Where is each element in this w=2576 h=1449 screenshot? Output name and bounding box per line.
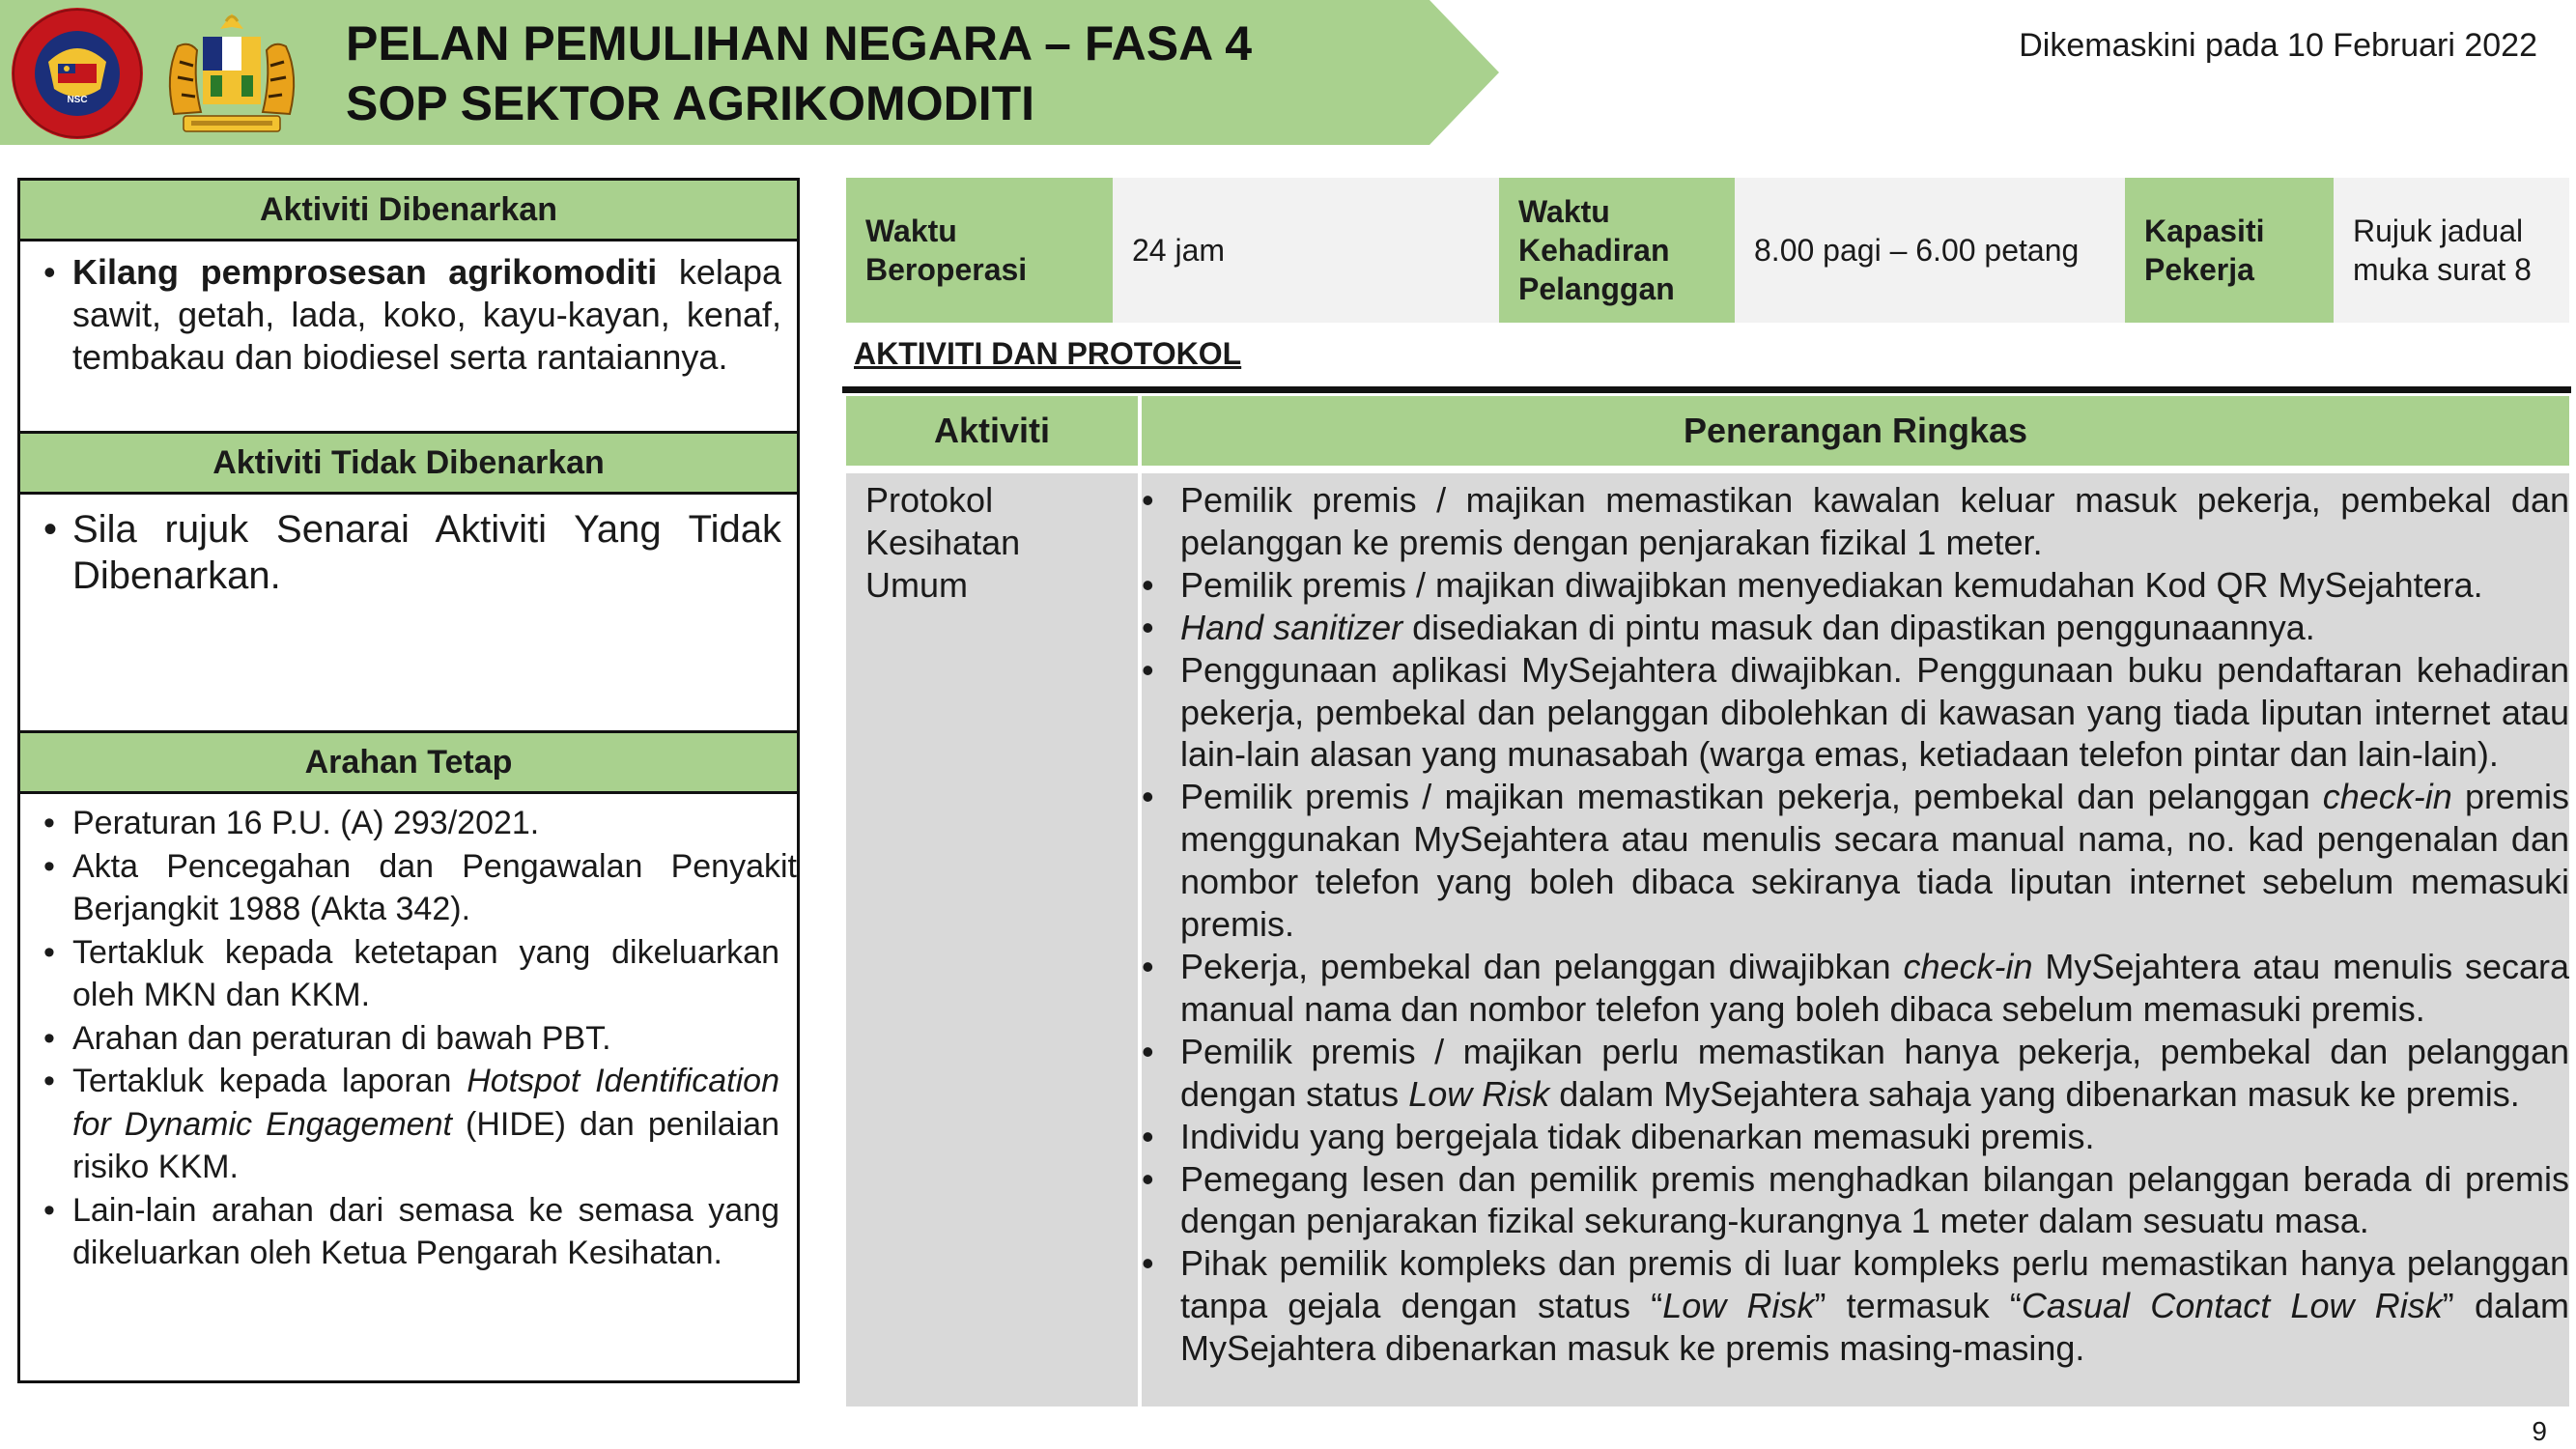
protocol-italic: Low Risk xyxy=(1662,1286,1815,1326)
updated-date: Dikemaskini pada 10 Februari 2022 xyxy=(2019,27,2537,64)
customer-hours-label: Waktu Kehadiran Pelanggan xyxy=(1499,178,1735,323)
table-header-activity: Aktiviti xyxy=(846,396,1138,466)
protocol-item: • Penggunaan aplikasi MySejahtera diwajibkan. Penggunaan buku pendaftaran kehadiran pekerja, pembekal dan pelanggan dibolehkan di kawasan yang tiada liputan internet atau lain-lain alasan yang munasabah (warga emas, ketiadaan telefon pintar dan lain-lain). xyxy=(1142,649,2569,777)
protocol-text: Pihak pemilik kompleks dan premis di luar kompleks perlu memastikan hanya pelanggan tanpa gejala dengan status “ xyxy=(1180,1243,2569,1326)
protocol-item: • Pemilik premis / majikan memastikan kawalan keluar masuk pekerja, pembekal dan pelanggan ke premis dengan penjarakan fizikal 1 meter. xyxy=(1142,479,2569,564)
protocol-text: ” termasuk “ xyxy=(1814,1286,2022,1326)
page-title: PELAN PEMULIHAN NEGARA – FASA 4 xyxy=(346,16,1253,71)
protocol-italic: Hand sanitizer xyxy=(1180,607,1403,647)
allowed-activity-bold: Kilang pemprosesan agrikomoditi xyxy=(72,252,658,292)
worker-capacity-label: Kapasiti Pekerja xyxy=(2125,178,2334,323)
svg-text:NSC: NSC xyxy=(67,95,88,105)
directive-item: • Arahan dan peraturan di bawah PBT. xyxy=(43,1017,779,1061)
protocol-text: premis menggunakan MySejahtera atau menulis secara manual nama, no. kad pengenalan dan nombor telefon yang boleh dibaca sekiranya tiada liputan internet sebelum memasuki premis. xyxy=(1180,777,2569,945)
directive-italic: Hotspot Identification for Dynamic Engagement xyxy=(72,1063,780,1143)
protocol-item xyxy=(1142,946,2569,1031)
allowed-activity-text: kelapa sawit, getah, lada, koko, kayu-kayan, kenaf, tembakau dan biodiesel serta rantaiannya. xyxy=(72,252,781,377)
protocol-text: disediakan di pintu masuk dan dipastikan penggunaannya. xyxy=(1402,607,2315,647)
protocol-text: dalam MySejahtera sahaja yang dibenarkan masuk ke premis. xyxy=(1549,1073,2520,1114)
protocol-text: ” dalam MySejahtera dibenarkan masuk ke premis masing-masing. xyxy=(1180,1286,2570,1369)
section-title: AKTIVITI DAN PROTOKOL xyxy=(854,336,1242,371)
nsc-logo xyxy=(4,6,151,141)
allowed-activities-box xyxy=(17,178,800,431)
allowed-activity-item xyxy=(43,251,781,379)
directive-item: • Lain-lain arahan dari semasa ke semasa yang dikeluarkan oleh Ketua Pengarah Kesihatan. xyxy=(43,1189,779,1275)
protocol-italic: Casual Contact Low Risk xyxy=(2021,1286,2443,1326)
protocol-italic: check-in xyxy=(2322,777,2452,817)
protocol-text: MySejahtera atau menulis secara manual nama dan nombor telefon yang boleh dibaca sebelum memasuki premis. xyxy=(1180,946,2569,1029)
directive-text: (HIDE) dan penilaian risiko KKM. xyxy=(72,1105,779,1185)
protocol-text: Pemilik premis / majikan memastikan pekerja, pembekal dan pelanggan xyxy=(1180,777,2323,817)
directive-text: Tertakluk kepada laporan xyxy=(72,1063,467,1099)
directive-item: • Akta Pencegahan dan Pengawalan Penyakit Berjangkit 1988 (Akta 342). xyxy=(43,845,797,931)
directive-item xyxy=(43,1060,779,1189)
protocol-item: • Individu yang bergejala tidak dibenarkan memasuki premis. xyxy=(1142,1116,2569,1158)
directive-item: • Peraturan 16 P.U. (A) 293/2021. xyxy=(43,802,779,845)
table-cell-description xyxy=(1142,473,2569,1406)
operating-hours-value: 24 jam xyxy=(1113,178,1499,323)
page-subtitle: SOP SEKTOR AGRIKOMODITI xyxy=(346,76,1035,130)
protocol-item xyxy=(1142,1031,2569,1116)
protocol-item: • Pemilik premis / majikan diwajibkan menyediakan kemudahan Kod QR MySejahtera. xyxy=(1142,564,2569,607)
not-allowed-activity-item: • Sila rujuk Senarai Aktiviti Yang Tidak Dibenarkan. xyxy=(43,506,781,599)
standing-directives-heading: Arahan Tetap xyxy=(20,733,797,794)
directive-item: • Tertakluk kepada ketetapan yang dikeluarkan oleh MKN dan KKM. xyxy=(43,931,779,1017)
customer-hours-value: 8.00 pagi – 6.00 petang xyxy=(1735,178,2125,323)
not-allowed-activities-heading: Aktiviti Tidak Dibenarkan xyxy=(20,434,797,495)
coat-of-arms-logo xyxy=(155,8,309,139)
protocol-item: • Pemegang lesen dan pemilik premis menghadkan bilangan pelanggan berada di premis dengan penjarakan fizikal sekurang-kurangnya 1 meter dalam sesuatu masa. xyxy=(1142,1158,2569,1243)
table-cell-activity: Protokol Kesihatan Umum xyxy=(846,473,1138,1406)
table-header-description: Penerangan Ringkas xyxy=(1142,396,2569,466)
protocol-italic: Low Risk xyxy=(1408,1073,1550,1114)
protocol-item xyxy=(1142,607,2569,649)
protocol-text: Pekerja, pembekal dan pelanggan diwajibkan xyxy=(1180,946,1904,986)
page-number: 9 xyxy=(2532,1416,2547,1446)
protocol-italic: check-in xyxy=(1903,946,2033,986)
protocol-item xyxy=(1142,1242,2569,1370)
worker-capacity-value: Rujuk jadual muka surat 8 xyxy=(2334,178,2569,323)
section-divider xyxy=(842,386,2571,393)
standing-directives-box xyxy=(17,730,800,1383)
allowed-activities-heading: Aktiviti Dibenarkan xyxy=(20,181,797,242)
not-allowed-activities-box xyxy=(17,431,800,730)
operating-hours-label: Waktu Beroperasi xyxy=(846,178,1113,323)
protocol-text: Pemilik premis / majikan perlu memastikan hanya pekerja, pembekal dan pelanggan dengan status xyxy=(1180,1031,2569,1114)
protocol-item xyxy=(1142,776,2569,946)
